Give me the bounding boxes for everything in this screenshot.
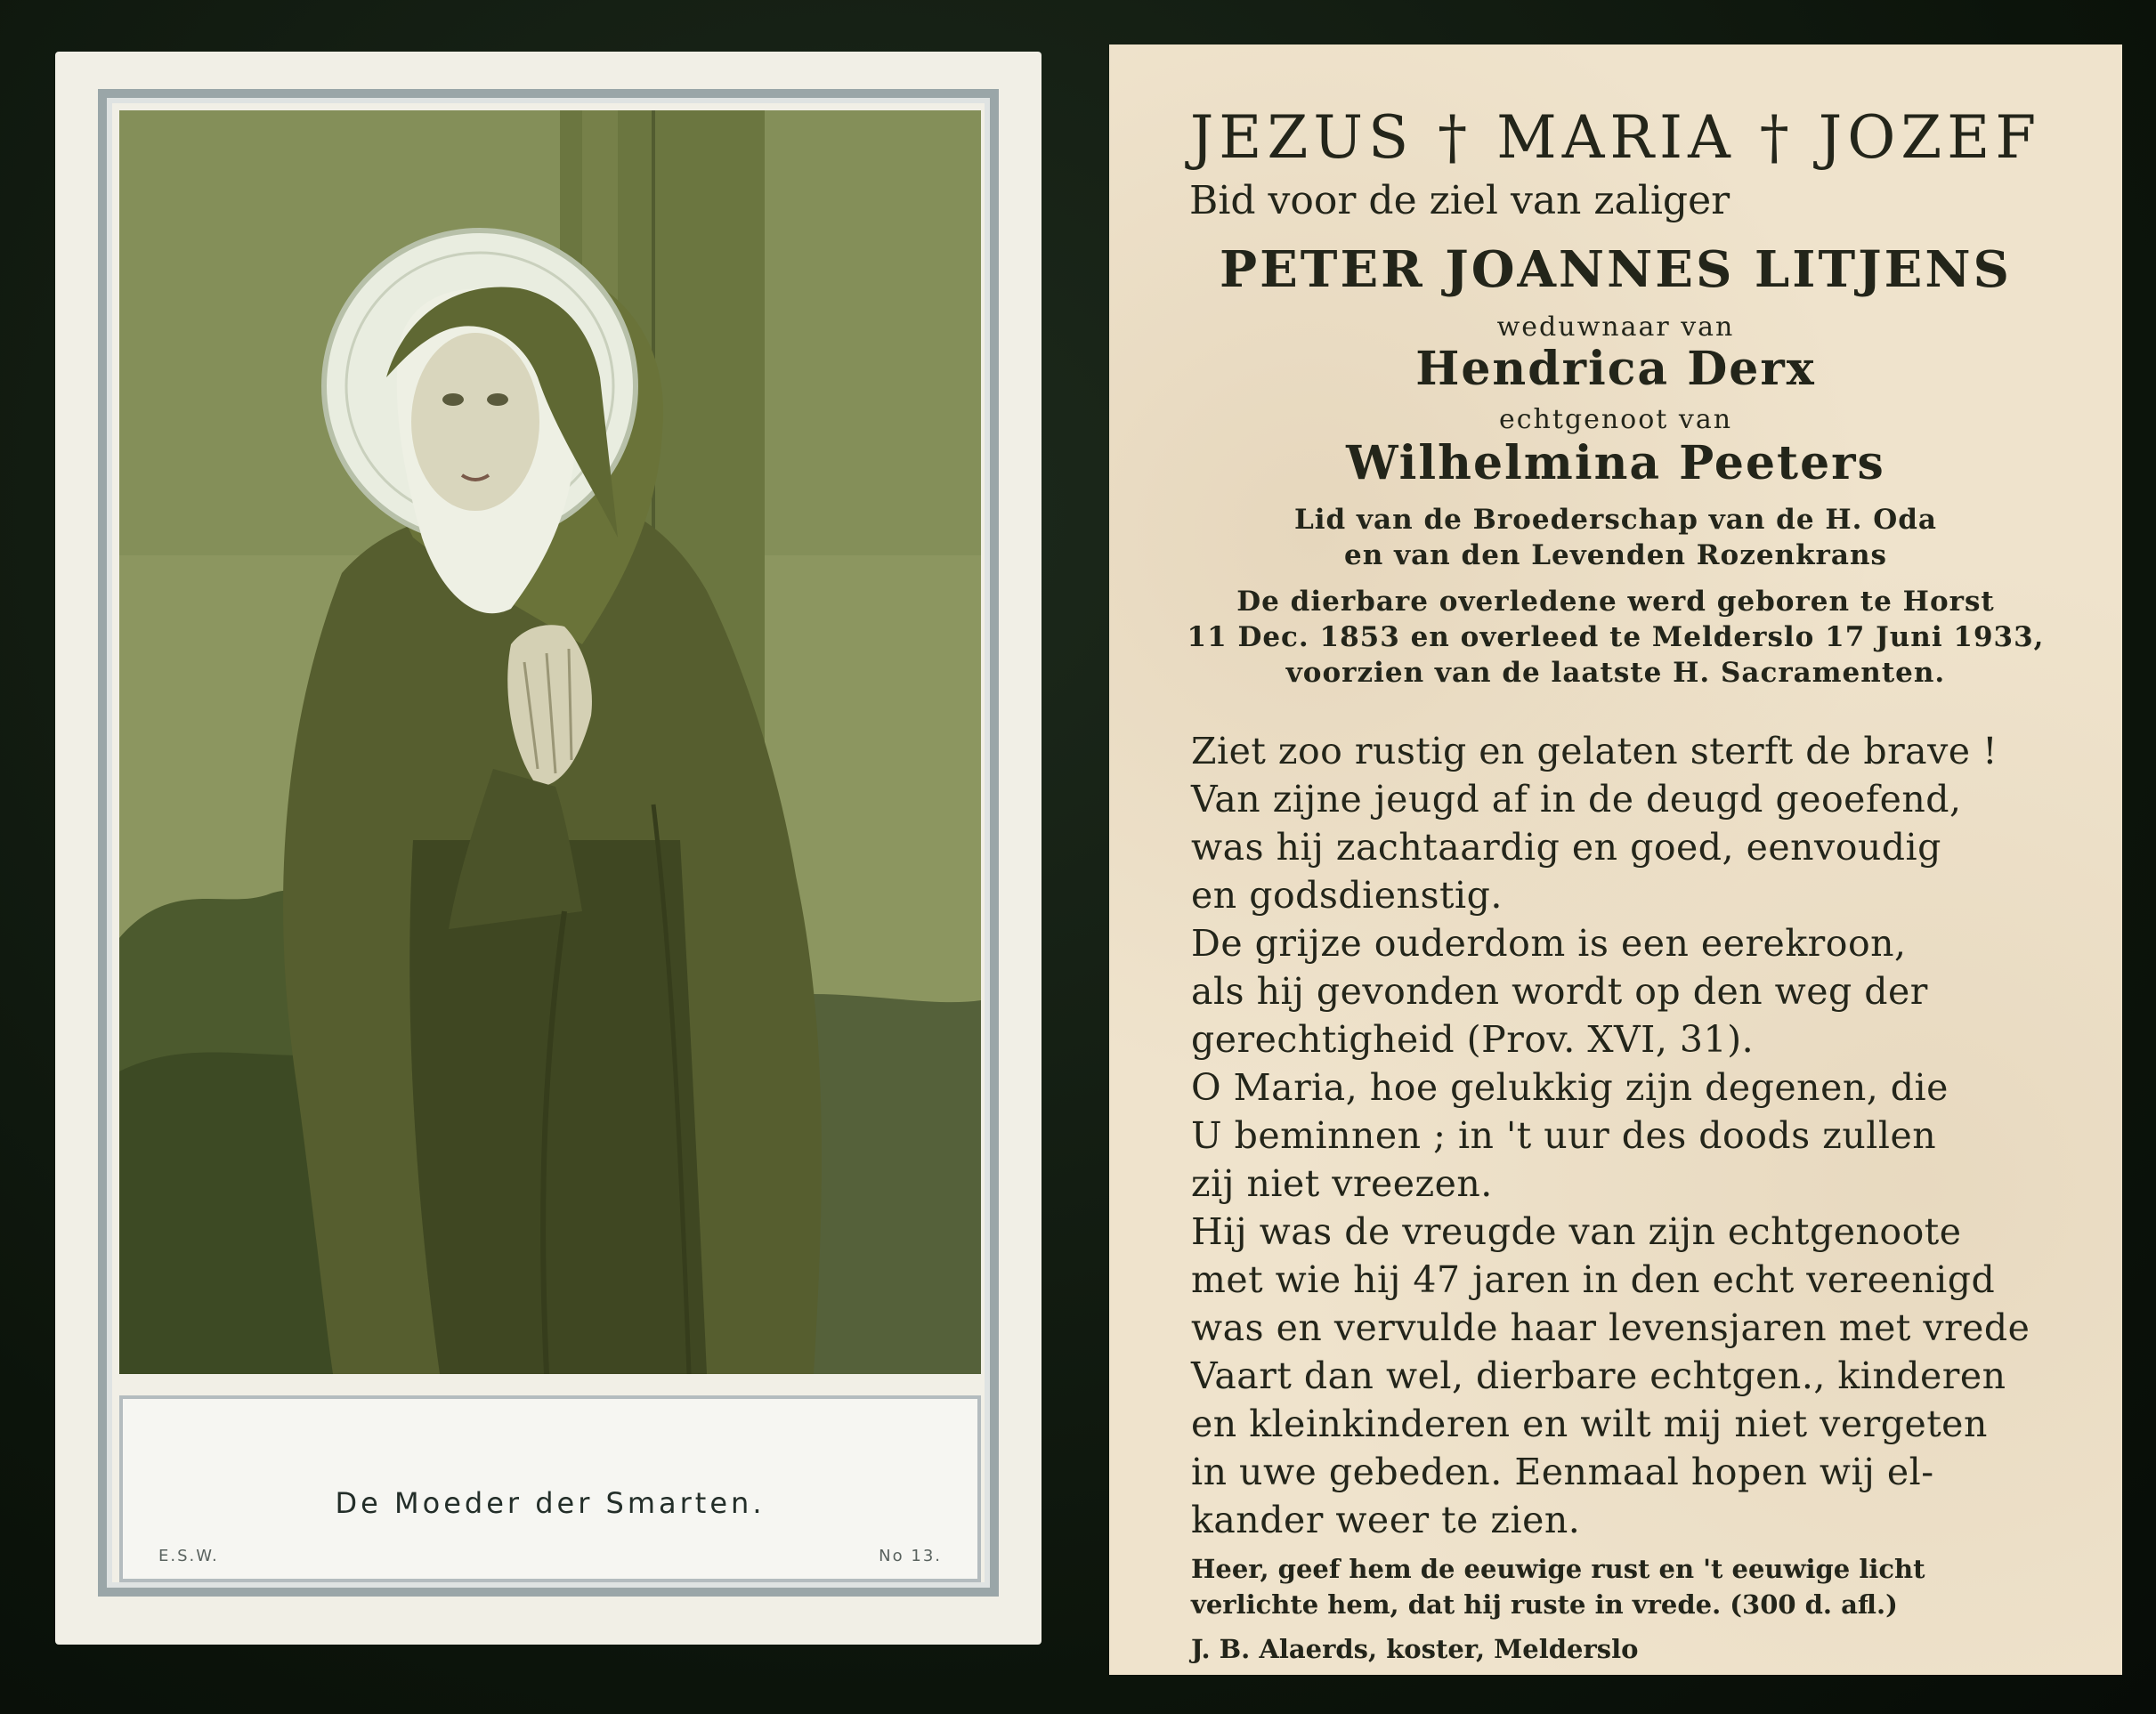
life-info-line: De dierbare overledene werd geboren te Horst [1236, 586, 1995, 618]
poem-line: U beminnen ; in 't uur des doods zullen [1191, 1114, 1937, 1157]
poem-line: Vaart dan wel, dierbare echtgen., kinderen [1191, 1354, 2006, 1397]
poem-line: zij niet vreezen. [1191, 1162, 1493, 1205]
membership-line: en van den Levenden Rozenkrans [1344, 539, 1887, 571]
publisher-mark: E.S.W. [158, 1547, 219, 1565]
memorial-text-card [1109, 44, 2122, 1675]
poem-line: O Maria, hoe gelukkig zijn degenen, die [1191, 1066, 1949, 1109]
membership-line: Lid van de Broederschap van de H. Oda [1293, 504, 1937, 536]
poem-line: kander weer te zien. [1191, 1499, 1581, 1541]
intro-line: Bid voor de ziel van zaliger [1189, 178, 1730, 223]
poem-line: als hij gevonden wordt op den weg der [1191, 970, 1928, 1013]
caption-box [119, 1395, 981, 1582]
prayer-line: verlichte hem, dat hij ruste in vrede. (300 d. afl.) [1191, 1589, 1898, 1620]
poem-line: was en vervulde haar levensjaren met vrede [1191, 1306, 2030, 1349]
poem-line: was hij zachtaardig en goed, eenvoudig [1191, 826, 1941, 869]
poem-line: Hij was de vreugde van zijn echtgenoote [1191, 1210, 1962, 1253]
poem-line: en godsdienstig. [1191, 874, 1503, 917]
life-info-line: 11 Dec. 1853 en overleed te Melderslo 17 Juni 1933, [1187, 621, 2045, 653]
poem-line: met wie hij 47 jaren in den echt vereenigd [1191, 1258, 1996, 1301]
poem-line: en kleinkinderen en wilt mij niet vergeten [1191, 1403, 1988, 1445]
poem-line: De grijze ouderdom is een eerekroon, [1191, 922, 1907, 965]
deceased-name: PETER JOANNES LITJENS [1220, 240, 2012, 299]
poem-line: Ziet zoo rustig en gelaten sterft de brave ! [1191, 730, 1998, 772]
first-wife-name: Hendrica Derx [1415, 342, 1816, 396]
widower-label: weduwnaar van [1496, 311, 1735, 343]
prayer-line: Heer, geef hem de eeuwige rust en 't eeuwige licht [1191, 1554, 1925, 1584]
life-info-line: voorzien van de laatste H. Sacramenten. [1285, 657, 1946, 689]
spouse-label: echtgenoot van [1498, 404, 1733, 435]
card-number: No 13. [879, 1547, 942, 1565]
printer-credit: J. B. Alaerds, koster, Melderslo [1191, 1634, 1639, 1664]
poem-line: gerechtigheid (Prov. XVI, 31). [1191, 1018, 1755, 1061]
mary-figure-image [119, 110, 981, 1374]
picture-caption: De Moeder der Smarten. [335, 1486, 766, 1520]
poem-line: Van zijne jeugd af in de deugd geoefend, [1191, 778, 1962, 821]
heading-holy-names: JEZUS † MARIA † JOZEF [1189, 103, 2042, 172]
second-wife-name: Wilhelmina Peeters [1346, 436, 1885, 490]
mater-dolorosa-illustration [119, 110, 981, 1374]
poem-line: in uwe gebeden. Eenmaal hopen wij el- [1191, 1451, 1934, 1493]
